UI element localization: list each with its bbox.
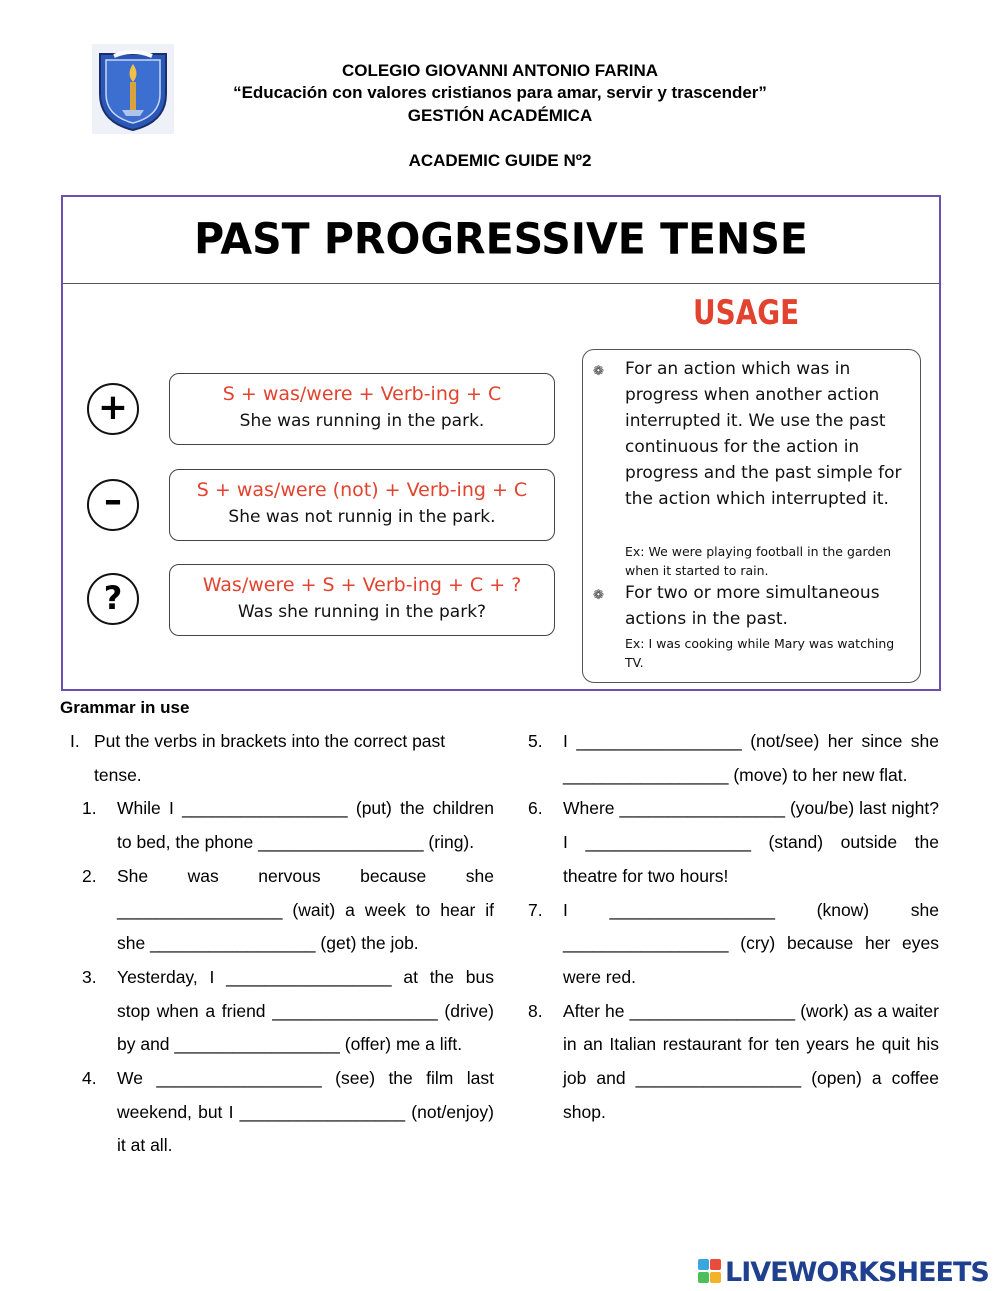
instruction-text: Put the verbs in brackets into the correct past tense. xyxy=(94,731,446,785)
item-text: She was nervous because she xyxy=(117,865,494,886)
answer-blank[interactable]: _________________ xyxy=(629,1000,796,1021)
answer-blank[interactable]: _________________ xyxy=(226,966,392,987)
item-text: We xyxy=(117,1068,157,1089)
section-title: Grammar in use xyxy=(60,698,190,717)
answer-blank[interactable]: _________________ xyxy=(585,832,751,853)
item-text: (not/see) her since she xyxy=(741,731,939,751)
affirmative-structure: S + was/were + Verb-ing + C xyxy=(222,383,502,405)
usage-text-2: For two or more simultaneous actions in the past. xyxy=(625,583,880,629)
item-number: 1. xyxy=(82,798,97,819)
item-number: 5. xyxy=(528,731,543,751)
exercise-item xyxy=(60,961,494,1062)
answer-blank[interactable]: _________________ xyxy=(619,798,785,819)
answer-blank[interactable]: _________________ xyxy=(258,832,424,853)
usage-text-1: For an action which was in progress when another action interrupted it. We use the past continuous for the action in progress and the past simple for the action which interrupted it. xyxy=(625,359,902,509)
exercise-item xyxy=(518,894,939,995)
liveworksheets-icon xyxy=(698,1259,722,1285)
item-text: (move) to her new flat. xyxy=(728,764,908,785)
school-name: COLEGIO GIOVANNI ANTONIO FARINA xyxy=(341,61,659,80)
instruction-number: I. xyxy=(70,731,80,751)
exercise-item xyxy=(60,792,494,859)
exercise-column-left xyxy=(60,725,494,1163)
exercise-item xyxy=(518,792,939,893)
liveworksheets-brand: LIVEWORKSHEETS xyxy=(725,1257,989,1288)
exercise-column-right xyxy=(518,725,939,1129)
item-text: (know) she xyxy=(774,899,939,920)
item-number: 4. xyxy=(82,1068,97,1089)
panel-title-box xyxy=(63,197,939,284)
item-text: (not/enjoy) it at all. xyxy=(117,1101,494,1156)
answer-blank[interactable]: _________________ xyxy=(174,1034,340,1055)
answer-blank[interactable]: _________________ xyxy=(576,731,742,751)
item-text: (open) a coffee shop. xyxy=(563,1068,939,1122)
negative-example: She was not runnig in the park. xyxy=(228,507,496,527)
answer-blank[interactable]: _________________ xyxy=(272,1000,438,1021)
question-icon: ? xyxy=(87,573,139,625)
school-motto: “Educación con valores cristianos para amar, servir y trascender” xyxy=(233,83,767,102)
bullet-icon: ❁ xyxy=(593,588,604,603)
item-text: (work) as a waiter in an Italian restaurant for ten years he quit his job and xyxy=(563,1000,939,1089)
item-text: (wait) a week to hear if she xyxy=(117,899,494,954)
answer-blank[interactable]: _________________ xyxy=(239,1101,406,1122)
item-text: (ring). xyxy=(423,832,475,853)
item-text: I xyxy=(563,899,610,920)
item-text: While I xyxy=(117,798,183,819)
item-text: (put) the children to bed, the phone xyxy=(117,798,494,853)
exercise-item xyxy=(518,995,939,1130)
item-text: (get) the job. xyxy=(315,933,419,954)
item-text: at the bus stop when a friend xyxy=(117,966,494,1021)
item-text: Where xyxy=(563,798,620,819)
exercise-item xyxy=(518,725,939,792)
affirmative-form-box xyxy=(169,373,555,445)
usage-example-1: Ex: We were playing football in the garden when it started to rain. xyxy=(625,544,892,578)
liveworksheets-logo xyxy=(698,1256,998,1286)
panel-title: PAST PROGRESSIVE TENSE xyxy=(194,213,808,265)
question-example: Was she running in the park? xyxy=(237,602,487,622)
item-text: (drive) by and xyxy=(117,1000,494,1055)
item-text: (see) the film last weekend, but I xyxy=(117,1068,494,1122)
item-number: 7. xyxy=(528,899,543,920)
answer-blank[interactable]: _________________ xyxy=(635,1068,802,1089)
item-text: (stand) outside the theatre for two hours! xyxy=(563,832,940,886)
item-text: (you/be) last night? I xyxy=(563,798,939,853)
usage-box xyxy=(582,349,921,683)
question-form-box xyxy=(169,564,555,636)
exercise-item xyxy=(60,1062,494,1163)
exercise-item xyxy=(60,860,494,961)
item-number: 6. xyxy=(528,798,543,819)
answer-blank[interactable]: _________________ xyxy=(563,933,729,954)
answer-blank[interactable]: _________________ xyxy=(563,764,729,785)
item-text: Yesterday, I xyxy=(117,966,227,987)
item-text: I xyxy=(563,731,577,751)
department-title: GESTIÓN ACADÉMICA xyxy=(407,106,593,125)
answer-blank[interactable]: _________________ xyxy=(182,798,348,819)
minus-icon: – xyxy=(87,479,139,531)
item-number: 2. xyxy=(82,865,97,886)
affirmative-example: She was running in the park. xyxy=(239,411,485,431)
answer-blank[interactable]: _________________ xyxy=(150,933,316,954)
usage-example-2: Ex: I was cooking while Mary was watching TV. xyxy=(625,636,895,670)
question-structure: Was/were + S + Verb-ing + C + ? xyxy=(202,574,522,596)
bullet-icon: ❁ xyxy=(593,364,604,379)
item-number: 3. xyxy=(82,966,97,987)
answer-blank[interactable]: _________________ xyxy=(117,899,283,920)
item-number: 8. xyxy=(528,1000,543,1021)
negative-structure: S + was/were (not) + Verb-ing + C xyxy=(196,479,528,501)
negative-form-box xyxy=(169,469,555,541)
item-text: (cry) because her eyes were red. xyxy=(563,933,939,987)
plus-icon: + xyxy=(87,383,139,435)
answer-blank[interactable]: _________________ xyxy=(609,899,775,920)
grammar-panel xyxy=(61,195,941,691)
instruction xyxy=(60,725,494,792)
answer-blank[interactable]: _________________ xyxy=(156,1068,322,1089)
usage-title: USAGE xyxy=(693,293,800,333)
guide-title: ACADEMIC GUIDE Nº2 xyxy=(408,151,592,170)
item-text: After he xyxy=(563,1000,630,1021)
item-text: (offer) me a lift. xyxy=(339,1034,463,1055)
